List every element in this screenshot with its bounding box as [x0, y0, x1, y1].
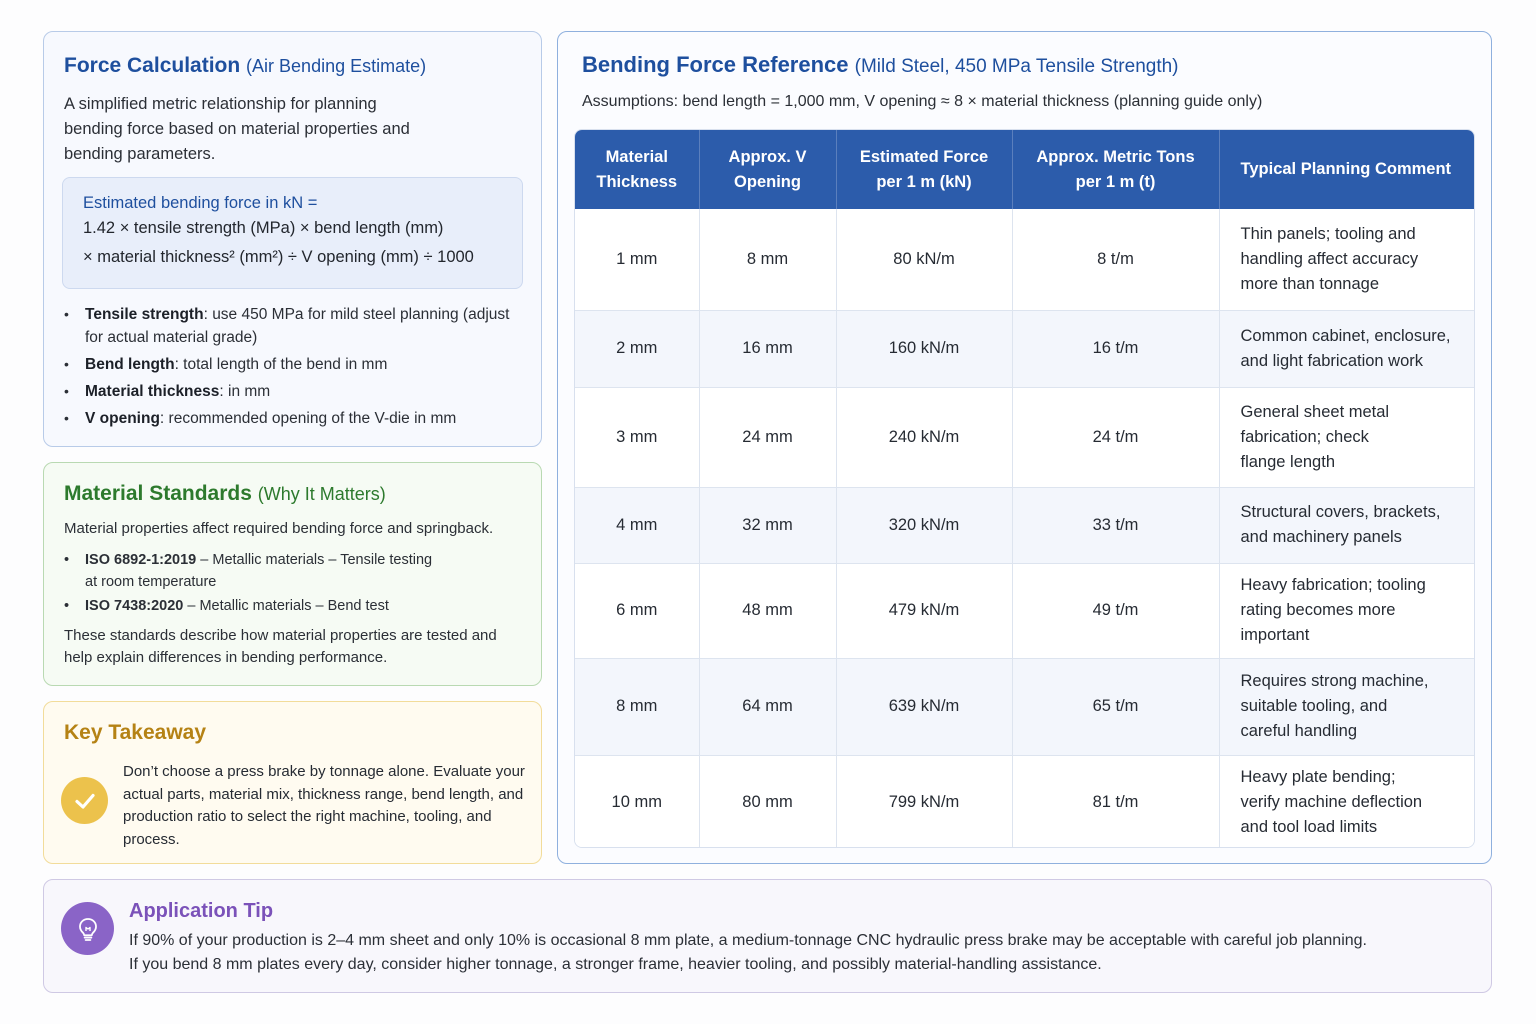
reference-title-main: Bending Force Reference — [582, 52, 849, 77]
cell-comment: Heavy plate bending; verify machine deflection and tool load limits — [1219, 755, 1475, 848]
table-row — [575, 563, 1475, 658]
header-planning-comment: Typical Planning Comment — [1219, 130, 1475, 209]
standards-outro: These standards describe how material properties are tested and help explain differences in bending performance. — [64, 627, 497, 666]
standard-desc: – Metallic materials – Tensile testing — [196, 552, 433, 568]
parameter-item — [64, 380, 521, 403]
parameter-desc: : total length of the bend in mm — [174, 356, 388, 373]
cell-thickness: 6 mm — [575, 563, 699, 658]
formula-line-1: 1.42 × tensile strength (MPa) × bend length (mm) — [83, 219, 444, 237]
table-row — [575, 658, 1475, 755]
header-metric-tons: Approx. Metric Tons per 1 m (t) — [1012, 130, 1219, 209]
parameter-term: Bend length — [85, 356, 175, 373]
cell-tons: 65 t/m — [1012, 658, 1219, 755]
material-standards-card — [43, 462, 542, 686]
force-intro: A simplified metric relationship for planning bending force based on material properties and bending parameters. — [64, 95, 410, 163]
table-row — [575, 209, 1475, 310]
parameter-desc: : use 450 MPa for mild steel planning (adjust for actual material grade) — [85, 306, 510, 346]
force-title-main: Force Calculation — [64, 54, 241, 77]
cell-v-opening: 80 mm — [699, 755, 836, 848]
header-v-opening: Approx. V Opening — [699, 130, 836, 209]
cell-v-opening: 24 mm — [699, 387, 836, 487]
cell-comment: General sheet metal fabrication; check flange length — [1219, 387, 1475, 487]
standards-title — [64, 480, 521, 508]
cell-thickness: 2 mm — [575, 310, 699, 387]
parameter-list — [64, 303, 521, 430]
table-row — [575, 310, 1475, 387]
standard-desc-cont: at room temperature — [85, 574, 217, 590]
parameter-desc: : recommended opening of the V-die in mm — [159, 410, 457, 427]
cell-thickness: 4 mm — [575, 487, 699, 563]
reference-title-sub: (Mild Steel, 450 MPa Tensile Strength) — [854, 56, 1179, 77]
cell-force: 240 kN/m — [836, 387, 1012, 487]
table-row — [575, 755, 1475, 848]
formula-heading: Estimated bending force in kN = — [83, 194, 318, 212]
standards-intro: Material properties affect required bending force and springback. — [64, 520, 494, 537]
parameter-item — [64, 303, 521, 349]
header-material-thickness: Material Thickness — [575, 130, 699, 209]
cell-thickness: 1 mm — [575, 209, 699, 310]
application-tip-card — [43, 879, 1492, 993]
cell-tons: 24 t/m — [1012, 387, 1219, 487]
cell-comment: Thin panels; tooling and handling affect accuracy more than tonnage — [1219, 209, 1475, 310]
cell-tons: 8 t/m — [1012, 209, 1219, 310]
parameter-item — [64, 353, 521, 376]
formula-box — [62, 177, 523, 289]
standard-code: ISO 6892-1:2019 — [85, 552, 197, 568]
reference-table — [574, 129, 1475, 848]
cell-comment: Common cabinet, enclosure, and light fabrication work — [1219, 310, 1475, 387]
cell-v-opening: 32 mm — [699, 487, 836, 563]
standards-title-main: Material Standards — [64, 482, 252, 505]
tip-title: Application Tip — [129, 900, 274, 922]
cell-thickness: 3 mm — [575, 387, 699, 487]
cell-v-opening: 8 mm — [699, 209, 836, 310]
parameter-term: Tensile strength — [85, 306, 204, 323]
formula-line-2: × material thickness² (mm²) ÷ V opening (mm) ÷ 1000 — [83, 248, 474, 266]
parameter-term: V opening — [85, 410, 160, 427]
parameter-desc: : in mm — [219, 383, 271, 400]
parameter-term: Material thickness — [85, 383, 220, 400]
reference-assumptions: Assumptions: bend length = 1,000 mm, V opening ≈ 8 × material thickness (planning guide only) — [582, 93, 1263, 110]
takeaway-title: Key Takeaway — [64, 721, 207, 744]
cell-thickness: 8 mm — [575, 658, 699, 755]
cell-v-opening: 16 mm — [699, 310, 836, 387]
bending-force-reference-card — [557, 31, 1492, 864]
table-row — [575, 387, 1475, 487]
lightbulb-icon — [61, 902, 114, 955]
cell-tons: 33 t/m — [1012, 487, 1219, 563]
takeaway-text: Don’t choose a press brake by tonnage alone. Evaluate your actual parts, material mix, thickness range, bend length, and production ratio to select the right machine, tooling, and process. — [123, 763, 525, 848]
cell-tons: 16 t/m — [1012, 310, 1219, 387]
cell-force: 80 kN/m — [836, 209, 1012, 310]
key-takeaway-card — [43, 701, 542, 864]
standards-list — [64, 549, 521, 617]
cell-thickness: 10 mm — [575, 755, 699, 848]
cell-comment: Structural covers, brackets, and machinery panels — [1219, 487, 1475, 563]
cell-force: 639 kN/m — [836, 658, 1012, 755]
cell-comment: Requires strong machine, suitable tooling, and careful handling — [1219, 658, 1475, 755]
standard-item — [64, 549, 521, 593]
standard-code: ISO 7438:2020 — [85, 598, 184, 614]
cell-force: 799 kN/m — [836, 755, 1012, 848]
takeaway-body — [64, 761, 525, 851]
cell-tons: 49 t/m — [1012, 563, 1219, 658]
standard-item — [64, 595, 521, 617]
cell-v-opening: 64 mm — [699, 658, 836, 755]
cell-force: 479 kN/m — [836, 563, 1012, 658]
cell-comment: Heavy fabrication; tooling rating becomes more important — [1219, 563, 1475, 658]
cell-force: 160 kN/m — [836, 310, 1012, 387]
cell-force: 320 kN/m — [836, 487, 1012, 563]
parameter-item — [64, 407, 521, 430]
force-title-sub: (Air Bending Estimate) — [246, 56, 427, 76]
header-estimated-force: Estimated Force per 1 m (kN) — [836, 130, 1012, 209]
cell-tons: 81 t/m — [1012, 755, 1219, 848]
reference-title — [582, 51, 1491, 81]
cell-v-opening: 48 mm — [699, 563, 836, 658]
table-header-row — [575, 130, 1475, 209]
force-calculation-card — [43, 31, 542, 447]
table-row — [575, 487, 1475, 563]
tip-line-2: If you bend 8 mm plates every day, consider higher tonnage, a stronger frame, heavier tooling, and possibly material-handling assistance. — [129, 955, 1102, 973]
standard-desc: – Metallic materials – Bend test — [183, 598, 389, 614]
force-calculation-title — [64, 52, 521, 80]
standards-title-sub: (Why It Matters) — [257, 484, 386, 504]
checkmark-icon — [61, 777, 108, 824]
tip-line-1: If 90% of your production is 2–4 mm sheet and only 10% is occasional 8 mm plate, a medium-tonnage CNC hydraulic press brake may be acceptable with careful job planning. — [129, 932, 1367, 949]
